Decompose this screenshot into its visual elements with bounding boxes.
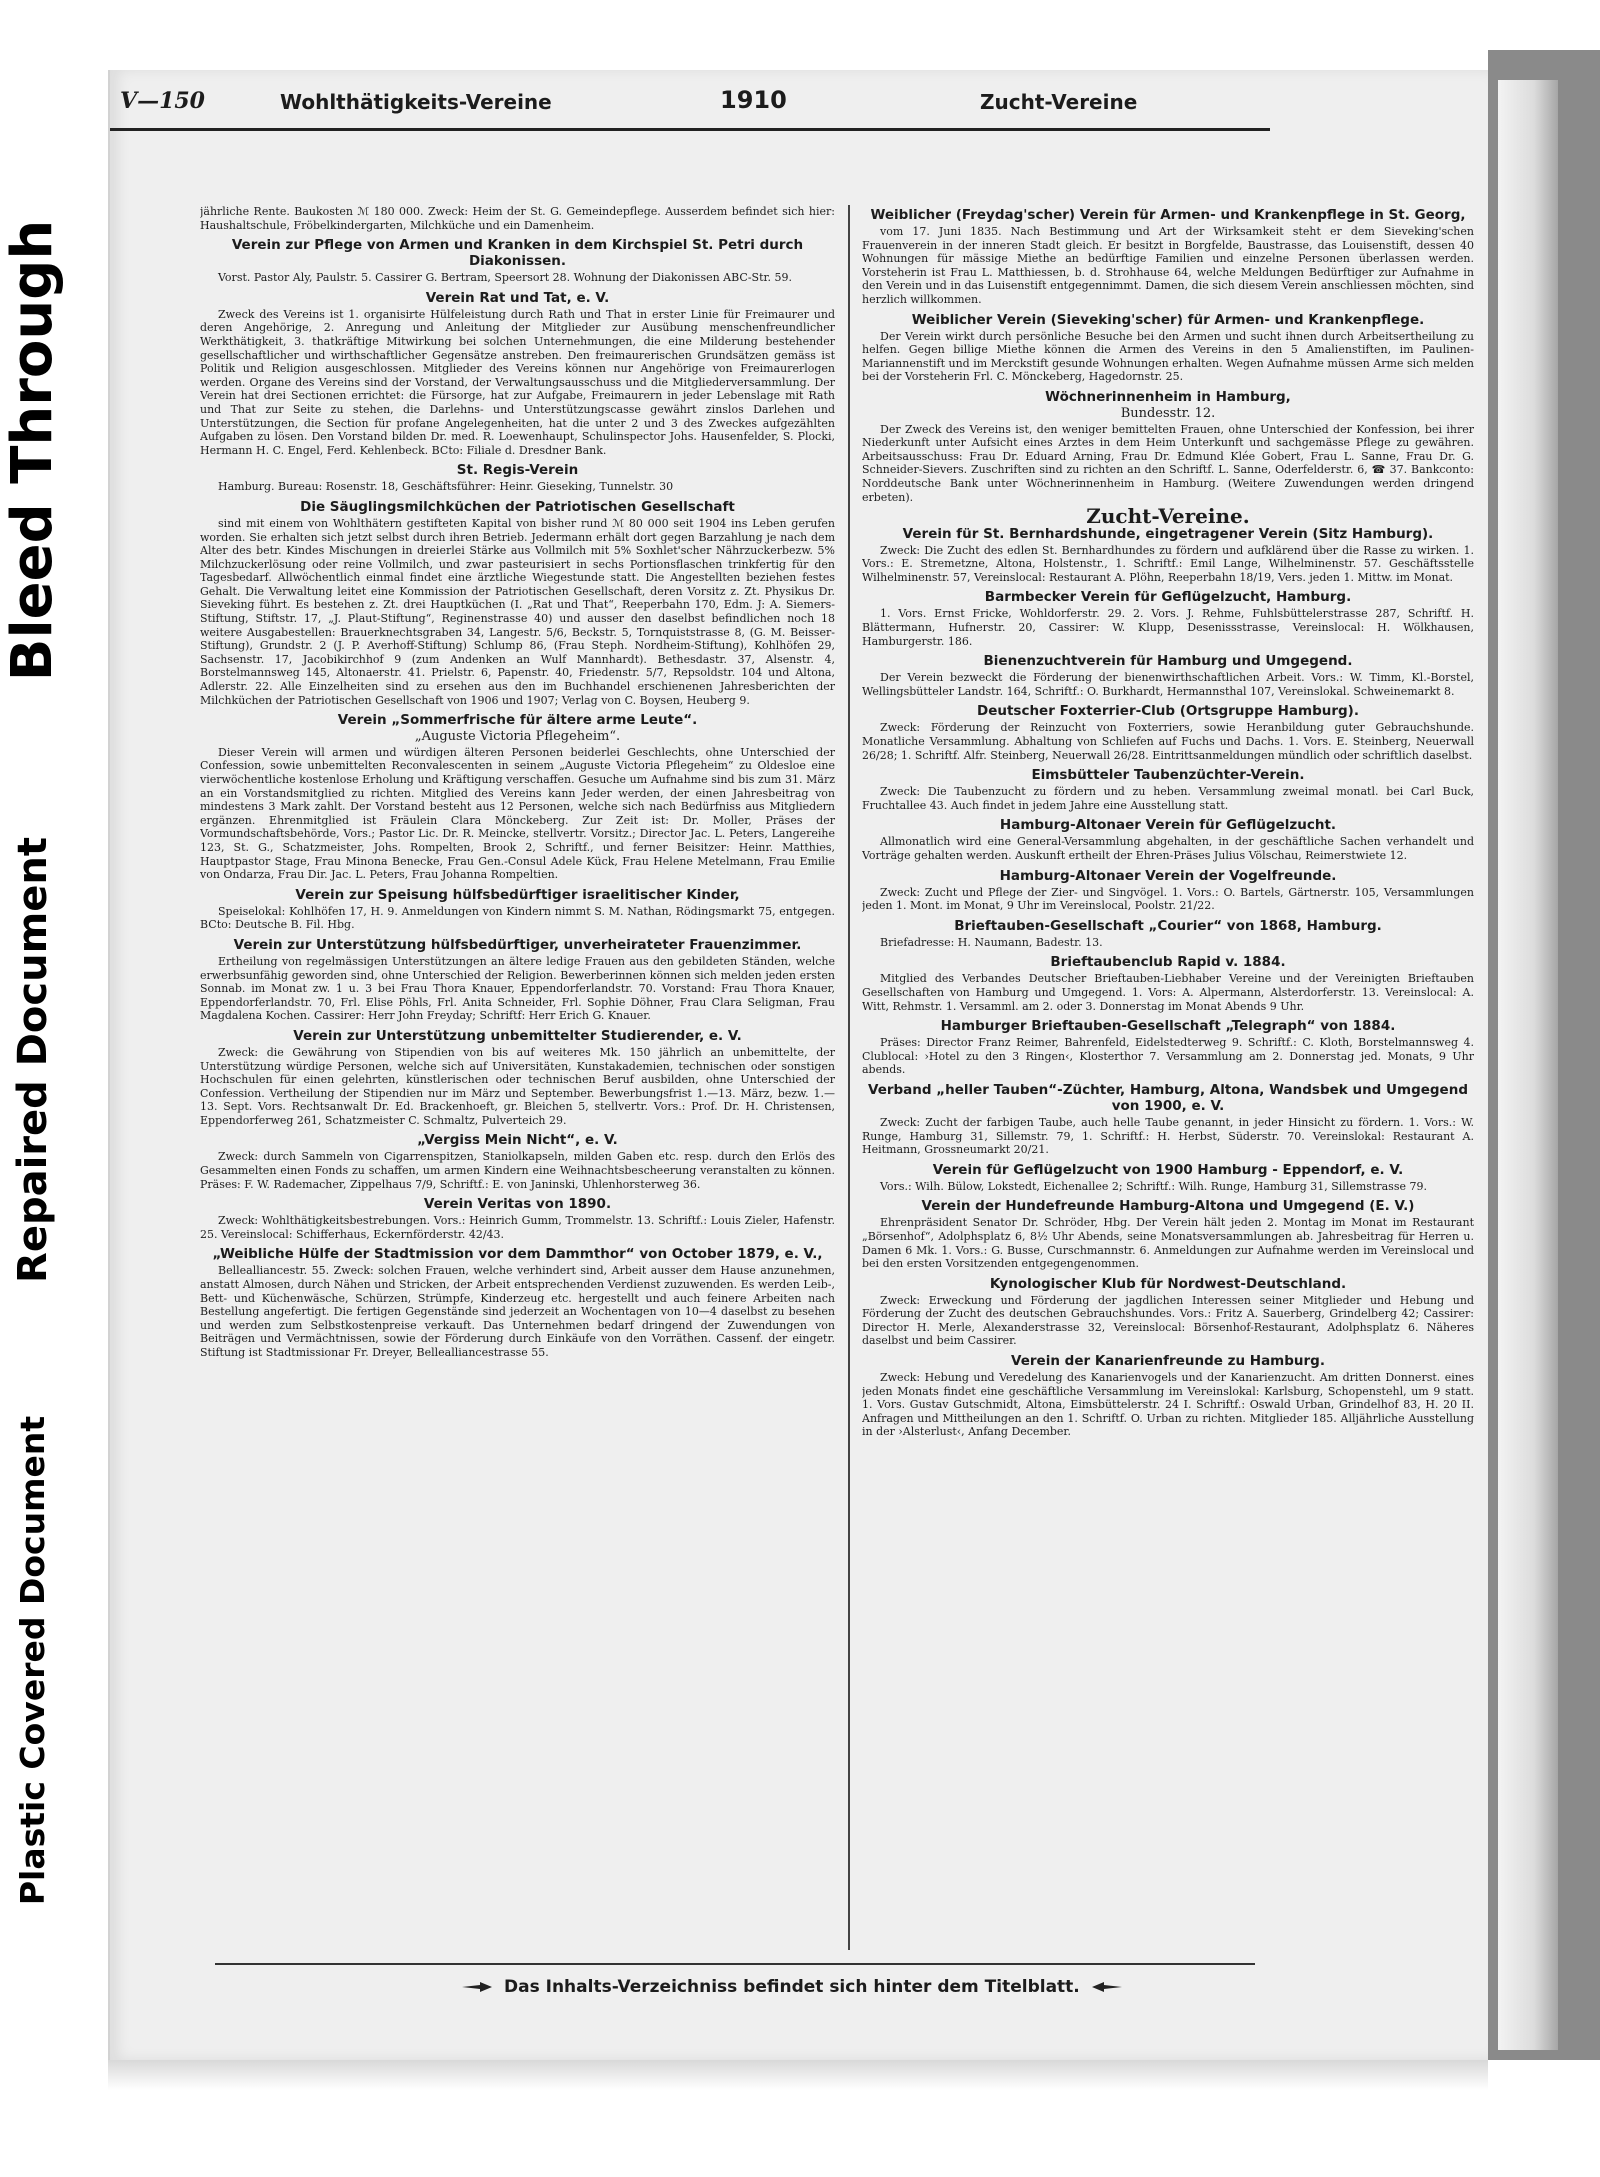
entry-title: Verein zur Unterstützung unbemittelter Studierender, e. V. bbox=[293, 1027, 742, 1044]
entry-title: Verein zur Speisung hülfsbedürftiger israelitischer Kinder, bbox=[295, 886, 740, 903]
entry-title: „Weibliche Hülfe der Stadtmission vor dem Dammthor“ von October 1879, e. V., bbox=[212, 1246, 823, 1263]
entry-title: Verein zur Pflege von Armen und Kranken in dem Kirchspiel St. Petri durch Diakonissen. bbox=[231, 237, 804, 270]
right-column bbox=[862, 205, 1474, 1955]
directory-entry bbox=[862, 1018, 1474, 1077]
entry-body: Präses: Director Franz Reimer, Bahrenfeld, Eidelstedterweg 9. Schriftf.: C. Kloth, Borstelmannsweg 4. Clublocal: ›Hotel zu den 3 Ringen‹, Klosterthor 7. Versammlung am 2. Donnerstag jed. Monats, 9 Uhr abends. bbox=[862, 1036, 1474, 1077]
directory-entry bbox=[200, 712, 835, 882]
entry-body: Zweck: Wohlthätigkeitsbestrebungen. Vors.: Heinrich Gumm, Trommelstr. 13. Schriftf.: Louis Zieler, Hafenstr. 25. Vereinslocal: Schifferhaus, Eckernförderstr. 42/43. bbox=[200, 1214, 835, 1241]
entry-title: „Vergiss Mein Nicht“, e. V. bbox=[417, 1132, 618, 1149]
entry-title: Verein Rat und Tat, e. V. bbox=[425, 289, 610, 306]
directory-entry bbox=[862, 207, 1474, 307]
entry-body: Hamburg. Bureau: Rosenstr. 18, Geschäftsführer: Heinr. Gieseking, Tunnelstr. 30 bbox=[218, 480, 674, 494]
entry-subtitle: „Auguste Victoria Pflegeheim“. bbox=[414, 729, 621, 745]
directory-entry bbox=[200, 937, 835, 1023]
entry-body: Bellealliancestr. 55. Zweck: solchen Frauen, welche verhindert sind, Arbeit ausser dem Hause anzunehmen, anstatt Almosen, durch Nähen und Stricken, der Arbeit entsprechenden Verdienst zuzuwenden. Es werden Leib-, Bett- und Küchenwäsche, Schürzen, Strümpfe, Kinderzeug etc. hergestellt und auch feinere Arbeiten nach Bestellung angefertigt. Die fertigen Gegenstände sind jederzeit an Wochentagen von 10—4 daselbst zu besehen und werden zum Selbstkostenpreise verkauft. Das Unternehmen bedarf dringend der Zuwendungen von Beiträgen und Vermächtnissen, sowie der Förderung durch Einkäufe von den Vorräthen. Cassenf. der eingetr. Stiftung ist Stadtmissionar Fr. Dreyer, Bellealliancestrasse 55. bbox=[200, 1264, 835, 1359]
footer-note bbox=[460, 1975, 1260, 1999]
plastic-covered-label: Plastic Covered Document bbox=[13, 1415, 53, 1905]
entry-body: Ertheilung von regelmässigen Unterstützungen an ältere ledige Frauen aus den gebildeten Ständen, welche erwerbsunfähig geworden sind, ohne Unterschied der Religion. Bewerberinnen können sich melden jeden ersten Sonnab. im Monat zw. 1 u. 3 bei Frau Thora Knauer, Eppendorferlandstr. 70. Vorstand: Frau Thora Knauer, Eppendorferlandstr. 70, Frl. Elise Pöhls, Frl. Anita Schneider, Frl. Sophie Döhner, Frau Clara Seligman, Frau Magdalena Kochen. Cassirer: Herr John Freyday; Schriftf: Herr Erich G. Knauer. bbox=[200, 954, 835, 1023]
column-divider bbox=[848, 205, 850, 1950]
entry-title: Deutscher Foxterrier-Club (Ortsgruppe Hamburg). bbox=[976, 703, 1359, 720]
pointing-hand-icon bbox=[1090, 1980, 1124, 1994]
entry-body: Zweck: die Gewährung von Stipendien von bis auf weiteres Mk. 150 jährlich an unbemittelte, der Unterstützung würdige Personen, welche sich auf Universitäten, Kunstakademien, technischen oder sonstigen Hochschulen für einen gelehrten, künstlerischen oder technischen Beruf ausbilden, ohne Unterschied der Confession. Vertheilung der Stipendien nur im März und September. Bewerbungsfrist 1.—13. März, bezw. 1.—13. Sept. Vors. Rechtsanwalt Dr. Ed. Brackenhoeft, gr. Bleichen 5, stellvertr. Vors.: Prof. Dr. H. Christensen, Eppendorferweg 261, Schatzmeister C. Schmaltz, Pulverteich 29. bbox=[200, 1045, 835, 1127]
left-entries bbox=[200, 237, 835, 1359]
entry-body: Der Verein bezweckt die Förderung der bienenwirthschaftlichen Arbeit. Vors.: W. Timm, Kl.-Borstel, Wellingsbütteler Landstr. 164, Schriftf.: O. Burkhardt, Hermannsthal 107, Vereinslokal. Schweinemarkt 8. bbox=[862, 671, 1474, 698]
footer-text: Das Inhalts-Verzeichniss befindet sich hinter dem Titelblatt. bbox=[504, 1977, 1080, 1997]
directory-entry bbox=[200, 887, 835, 932]
entry-title: Verein für St. Bernhardshunde, eingetragener Verein (Sitz Hamburg). bbox=[902, 525, 1434, 542]
entry-title: Barmbecker Verein für Geflügelzucht, Hamburg. bbox=[984, 589, 1352, 606]
directory-entry bbox=[200, 1196, 835, 1241]
entry-title: Verein der Hundefreunde Hamburg-Altona und Umgegend (E. V.) bbox=[921, 1198, 1415, 1215]
entry-title: Brieftauben-Gesellschaft „Courier“ von 1868, Hamburg. bbox=[954, 917, 1382, 934]
entry-body: Vorst. Pastor Aly, Paulstr. 5. Cassirer G. Bertram, Speersort 28. Wohnung der Diakonissen ABC-Str. 59. bbox=[218, 271, 793, 285]
header-rule bbox=[110, 128, 1270, 131]
entry-title: Hamburg-Altonaer Verein der Vogelfreunde. bbox=[999, 867, 1337, 884]
entry-title: Hamburger Brieftauben-Gesellschaft „Telegraph“ von 1884. bbox=[940, 1018, 1396, 1035]
entry-title: St. Regis-Verein bbox=[456, 462, 579, 479]
entry-title: Eimsbütteler Taubenzüchter-Verein. bbox=[1031, 767, 1305, 784]
directory-entry bbox=[862, 703, 1474, 762]
directory-entry bbox=[862, 589, 1474, 648]
entry-body: Speiselokal: Kohlhöfen 17, H. 9. Anmeldungen von Kindern nimmt S. M. Nathan, Rödingsmarkt 75, entgegen. BCto: Deutsche B. Fil. Hbg. bbox=[200, 904, 835, 932]
entry-body: Ehrenpräsident Senator Dr. Schröder, Hbg. Der Verein hält jeden 2. Montag im Monat im Restaurant „Börsenhof“, Adolphsplatz 6, 8½ Uhr Abends, seine Monatsversammlungen ab. Jahresbeitrag für Herren u. Damen 6 Mk. 1. Vors.: G. Busse, Curschmannstr. 6. Anmeldungen zur Aufnahme werden im Vereinslocal und bei den ersten Vorsitzenden entgegengenommen. bbox=[862, 1216, 1474, 1271]
entry-title: Verein Veritas von 1890. bbox=[423, 1196, 612, 1213]
directory-entry bbox=[862, 954, 1474, 1013]
entry-title: Wöchnerinnenheim in Hamburg, bbox=[1045, 388, 1291, 405]
entry-title: Hamburg-Altonaer Verein für Geflügelzucht. bbox=[999, 817, 1337, 834]
left-column bbox=[200, 205, 835, 1955]
entry-title: Kynologischer Klub für Nordwest-Deutschland. bbox=[989, 1275, 1347, 1292]
entry-title: Brieftaubenclub Rapid v. 1884. bbox=[1050, 954, 1286, 971]
entry-body: Zweck: Erweckung und Förderung der jagdlichen Interessen seiner Mitglieder und Hebung und Förderung der Zucht des deutschen Gebrauchshundes. Vors.: Fritz A. Sauerberg, Grindelberg 42; Cassirer: Director H. Merle, Alexanderstrasse 32, Vereinslocal: Börsenhof-Restaurant, Adolphsplatz 6. Näheres daselbst und beim Cassirer. bbox=[862, 1293, 1474, 1348]
entry-title: Weiblicher (Freydag'scher) Verein für Armen- und Krankenpflege in St. Georg, bbox=[870, 207, 1466, 223]
directory-entry bbox=[200, 1132, 835, 1191]
directory-entry bbox=[200, 462, 835, 494]
directory-entry bbox=[862, 1082, 1474, 1157]
entry-body: Zweck: Hebung und Veredelung des Kanarienvogels und der Kanarienzucht. Am dritten Donnerst. eines jeden Monats findet eine geschäftliche Versammlung im Vereinslokal: Karlsburg, Schopenstehl, um 9 statt. 1. Vors. Gustav Gutschmidt, Altona, Eimsbüttelerstr. 24 I. Schriftf.: Oswald Urban, Grindelhof 83, H. 20 II. Anfragen und Mittheilungen an den 1. Schriftf. O. Urban zu richten. Mitglieder 185. Alljährliche Ausstellung in der ›Alsterlust‹, Anfang December. bbox=[862, 1371, 1474, 1439]
entry-title: Bienenzuchtverein für Hamburg und Umgegend. bbox=[983, 653, 1353, 670]
entry-title: Verein „Sommerfrische für ältere arme Leute“. bbox=[337, 712, 698, 729]
section-title: Zucht-Vereine. bbox=[1086, 504, 1250, 529]
directory-entry bbox=[862, 868, 1474, 913]
directory-entry bbox=[862, 1198, 1474, 1270]
entry-body: Zweck des Vereins ist 1. organisirte Hülfeleistung durch Rath und That in erster Linie für Freimaurer und deren Angehörige, 2. Anregung und Anleitung der Mitglieder zur Ausübung menschenfreundlicher Werkthätigkeit, 3. thatkräftige Mitwirkung bei solchen Unternehmungen, die eine Milderung bestehender gesellschaftlicher und wirthschaftlicher Gegensätze anstreben. Den freimaurerischen Grundsätzen gemäss ist Politik und Religion ausgeschlossen. Mitglieder des Vereins können nur Angehörige von Freimaurerlogen werden. Organe des Vereins sind der Vorstand, der Verwaltungsausschuss und die Mitgliederversammlung. Der Verein hat drei Sectionen errichtet: die Fürsorge, hat zur Aufgabe, Freimaurern in jeder Lebenslage mit Rath und That zur Seite zu stehen, die Darlehns- und Unterstützungscasse gewährt zinslos Darlehen und Unterstützungen, die Section für profane Angelegenheiten, hat die unter 2 und 3 des Zweckes aufgezählten Aufgaben zu lösen. Den Vorstand bilden Dr. med. R. Loewenhaupt, Schulinspector Johs. Hausenfelder, S. Plocki, Hermann H. C. Engel, Ferd. Kehlenbeck. BCto: Filiale d. Dresdner Bank. bbox=[200, 307, 835, 457]
right-entries-before bbox=[862, 207, 1474, 504]
page-number: V—150 bbox=[120, 88, 205, 114]
header-year: 1910 bbox=[720, 86, 787, 114]
directory-entry bbox=[862, 1276, 1474, 1348]
entry-title: Die Säuglingsmilchküchen der Patriotischen Gesellschaft bbox=[300, 498, 735, 515]
entry-title: Verband „heller Tauben“-Züchter, Hamburg, Altona, Wandsbek und Umgegend von 1900, e. V. bbox=[867, 1081, 1468, 1114]
header-left-title: Wohlthätigkeits-Vereine bbox=[280, 90, 552, 114]
bleed-through-label: Bleed Through bbox=[0, 219, 66, 681]
directory-entry bbox=[862, 767, 1474, 812]
intro-entry bbox=[200, 205, 835, 232]
repaired-document-label: Repaired Document bbox=[10, 837, 56, 1283]
entry-title: Verein für Geflügelzucht von 1900 Hamburg - Eppendorf, e. V. bbox=[932, 1161, 1404, 1178]
entry-body: Dieser Verein will armen und würdigen älteren Personen beiderlei Geschlechts, ohne Unterschied der Confession, sowie unbemittelten Reconvalescenten in seinem „Auguste Victoria Pflegeheim“ zu Oldesloe eine vierwöchentliche kostenlose Erholung und Kräftigung verschaffen. Gesuche um Aufnahme sind bis zum 31. März an ein Vorstandsmitglied zu richten. Mitglied des Vereins kann Jeder werden, der einen Jahresbeitrag von mindestens 3 Mark zahlt. Der Vorstand besteht aus 12 Personen, welche sich nach Bedürfniss aus Mitgliedern ergänzen. Ehrenmitglied ist Fräulein Clara Mönckeberg. Zur Zeit ist: Dr. Moller, Präses der Vormundschaftsbehörde, Vors.; Pastor Lic. Dr. R. Meincke, stellvertr. Vorsitz.; Director Jac. L. Peters, Langereihe 123, St. G., Schatzmeister, Johs. Rompelten, Brook 2, Schriftf., und ferner Beisitzer: Heinr. Matthies, Hauptpastor Stage, Frau Minona Benecke, Frau Gen.-Consul Adele Kück, Frau Helene Metelmann, Frau Emilie von Ondarza, Frau Dir. Jac. L. Peters, Frau Johanna Rompeltien. bbox=[200, 745, 835, 882]
entry-body: vom 17. Juni 1835. Nach Bestimmung und Art der Wirksamkeit steht er dem Sieveking'schen Frauenverein in der inneren Stadt gleich. Er besitzt in Borgfelde, Baustrasse, das Louisenstift, dessen 40 Wohnungen für mässige Miethe an bedürftige Familien und einzelne Personen überlassen werden. Vorsteherin ist Frau L. Matthiessen, b. d. Strohhause 64, welche Meldungen Bedürftiger zur Aufnahme in den Verein und in das Luisenstift entgegennimmt. Damen, die sich diesem Verein anschliessen möchten, sind herzlich willkommen. bbox=[862, 225, 1474, 306]
directory-entry bbox=[862, 526, 1474, 585]
directory-entry bbox=[862, 918, 1474, 950]
right-entries-after bbox=[862, 526, 1474, 1439]
entry-title: Verein der Kanarienfreunde zu Hamburg. bbox=[1011, 1353, 1325, 1370]
entry-body: Zweck: Die Zucht des edlen St. Bernhardhundes zu fördern und aufklärend über die Rasse zu wirken. 1. Vors.: E. Stremetzne, Altona, Holstenstr., 1. Schriftf.: Emil Lange, Wilhelminenstr. 57. Geschäftsstelle Wilhelminenstr. 57, Vereinslocal: Restaurant A. Plöhn, Reeperbahn 18/19, Vers. jeden 1. Mittw. im Monat. bbox=[862, 543, 1474, 584]
entry-body: Vors.: Wilh. Bülow, Lokstedt, Eichenallee 2; Schriftf.: Wilh. Runge, Hamburg 31, Sillemstrasse 79. bbox=[880, 1179, 1427, 1193]
directory-entry bbox=[200, 237, 835, 285]
entry-body: Zweck: durch Sammeln von Cigarrenspitzen, Staniolkapseln, milden Gaben etc. resp. durch den Erlös des Gesammelten einen Fonds zu schaffen, um armen Kindern eine Weihnachtsbescheerung veranstalten zu können. Präses: F. W. Rademacher, Zippelhaus 7/9, Schriftf.: E. von Janinski, Uhlenhorsterweg 36. bbox=[200, 1150, 835, 1191]
entry-body: Briefadresse: H. Naumann, Badestr. 13. bbox=[880, 935, 1103, 949]
entry-body: Zweck: Förderung der Reinzucht von Foxterriers, sowie Heranbildung guter Gebrauchshunde. Monatliche Versammlung. Abhaltung von Schliefen auf Fuchs und Dachs. 1. Vors. E. Steinberg, Neuerwall 26/28; 1. Schriftf. Alfr. Steinberg, Neuerwall 26/28. Eintrittsanmeldungen mündlich oder schriftlich daselbst. bbox=[862, 721, 1474, 762]
header-right-title: Zucht-Vereine bbox=[980, 90, 1138, 114]
directory-entry bbox=[862, 1162, 1474, 1194]
entry-subtitle: Bundesstr. 12. bbox=[1120, 405, 1216, 421]
directory-entry bbox=[862, 817, 1474, 862]
entry-body: Der Zweck des Vereins ist, den weniger bemittelten Frauen, ohne Unterschied der Konfession, bei ihrer Niederkunft unter Aufsicht eines Arztes in dem Heim Unterkunft und sachgemässe Pflege zu gewähren. Arbeitsausschuss: Frau Dr. Eduard Arning, Frau Dr. Edmund Klée Gobert, Frau L. Sanne, Frau Dr. G. Schneider-Sievers. Zuschriften sind zu richten an den Schriftf. L. Sanne, Oderfelderstr. 6, ☎ 37. Bankconto: Norddeutsche Bank unter Wöchnerinnenheim in Hamburg. (Weitere Zuwendungen werden dringend erbeten). bbox=[862, 422, 1474, 504]
entry-body: Zweck: Zucht der farbigen Taube, auch helle Taube genannt, in jeder Hinsicht zu fördern. 1. Vors.: W. Runge, Hamburg 31, Sillemstr. 79, 1. Schriftf.: H. Herbst, Süderstr. 70. Vereinslokal: Restaurant A. Heitmann, Grossneumarkt 20/21. bbox=[862, 1115, 1474, 1157]
page-edge-right bbox=[1488, 50, 1600, 2060]
directory-entry bbox=[862, 653, 1474, 698]
entry-body: Mitglied des Verbandes Deutscher Brieftauben-Liebhaber Vereine und der Vereinigten Brieftauben Gesellschaften von Hamburg und Umgegend. 1. Vors: A. Alpermann, Alsterdorferstr. 13. Vereinslocal: A. Witt, Rehmstr. 1. Versamml. am 2. oder 3. Donnerstag im Monat Abends 9 Uhr. bbox=[862, 972, 1474, 1013]
directory-entry bbox=[862, 312, 1474, 384]
entry-body: Zweck: Zucht und Pflege der Zier- und Singvögel. 1. Vors.: O. Bartels, Gärtnerstr. 105, Versammlungen jeden 1. Mont. im Monat, 9 Uhr im Vereinslocal, Poolstr. 21/22. bbox=[862, 885, 1474, 913]
entry-body: Zweck: Die Taubenzucht zu fördern und zu heben. Versammlung zweimal monatl. bei Carl Buck, Fruchtallee 43. Auch findet in jedem Jahre eine Ausstellung statt. bbox=[862, 785, 1474, 812]
directory-entry bbox=[200, 290, 835, 458]
intro-text: jährliche Rente. Baukosten ℳ 180 000. Zweck: Heim der St. G. Gemeindepflege. Ausserdem befindet sich hier: Haushaltschule, Fröbelkindergarten, Milchküche und ein Damenheim. bbox=[200, 205, 835, 232]
directory-entry bbox=[862, 1353, 1474, 1439]
entry-title: Verein zur Unterstützung hülfsbedürftiger, unverheirateter Frauenzimmer. bbox=[233, 936, 802, 953]
entry-title: Weiblicher Verein (Sieveking'scher) für Armen- und Krankenpflege. bbox=[911, 311, 1425, 328]
pointing-hand-icon bbox=[460, 1980, 494, 1994]
page-edge-bottom bbox=[108, 2060, 1488, 2090]
directory-entry bbox=[200, 499, 835, 707]
directory-entry bbox=[200, 1246, 835, 1359]
entry-body: sind mit einem von Wohlthätern gestifteten Kapital von bisher rund ℳ 80 000 seit 1904 ins Leben gerufen worden. Sie erhalten sich jetzt selbst durch ihren Betrieb. Jedermann erhält dort gegen Barzahlung je nach dem Alter des betr. Kindes Mischungen in dreierlei Stärke aus Vollmilch mit 5% Soxhlet'scher Nährzuckerbezw. 5% Milchzuckerlösung oder reine Vollmilch, und zwar pasteurisiert in sechs Portionsflaschen trinkfertig für den Tagesbedarf. Allwöchentlich einmal findet eine ärztliche Wiegestunde statt. Die Angestellten beziehen festes Gehalt. Die Verwaltung leitet eine Kommission der Patriotischen Gesellschaft, deren Vorsitz z. Zt. Physikus Dr. Sieveking führt. Es bestehen z. Zt. drei Hauptküchen (I. „Rat und That“, Reeperbahn 170, Edm. J: A. Siemers-Stiftung, Stiftstr. 17, „J. Plaut-Stiftung“, Reginenstrasse 40) und ausser den daselbst befindlichen noch 18 weitere Ausgabestellen: Brauerknechtsgraben 34, Langestr. 5/6, Beckstr. 5, Tornquiststrasse 8, (G. M. Beisser-Stiftung), Grundstr. 2 (J. P. Averhoff-Stiftung) Schlump 86, (Frau Steph. Nordheim-Stiftung), Kohlhöfen 29, Sachsenstr. 17, Jacobikirchhof 9 (zum Andenken an Wulf Mannhardt). Bethesdastr. 37, Alsenstr. 4, Borstelmannsweg 145, Altonaerstr. 41. Prielstr. 6, Papenstr. 40, Friedenstr. 5/7, Repsoldstr. 104 und Altona, Adlerstr. 22. Alle Einzelheiten sind zu ersehen aus den im Buchhandel erschienenen Jahresberichten der Milchküchen der Patriotischen Gesellschaft von 1906 und 1907; Verlag von C. Boysen, Heuberg 9. bbox=[200, 516, 835, 707]
footer-rule bbox=[215, 1963, 1255, 1965]
entry-body: Allmonatlich wird eine General-Versammlung abgehalten, in der geschäftliche Sachen verhandelt und Vorträge gehalten werden. Auskunft ertheilt der Ehren-Präses Julius Völschau, Reimerstwiete 12. bbox=[862, 835, 1474, 862]
directory-entry bbox=[200, 1028, 835, 1128]
page-header bbox=[120, 80, 1260, 125]
entry-body: Der Verein wirkt durch persönliche Besuche bei den Armen und sucht ihnen durch Arbeitsertheilung zu helfen. Gegen billige Miethe können die Armen des Vereins in den 5 Amalienstiften, im Paulinen-Mariannenstift und im Merckstift gesunde Wohnungen erhalten. Wegen Aufnahme müssen Arme sich melden bei der Vorsteherin Frl. C. Mönckeberg, Hagedornstr. 25. bbox=[862, 329, 1474, 384]
entry-body: 1. Vors. Ernst Fricke, Wohldorferstr. 29. 2. Vors. J. Rehme, Fuhlsbüttelerstrasse 287, Schriftf. H. Blättermann, Hufnerstr. 20, Cassirer: W. Klupp, Desenissstrasse, Vereinslocal: H. Wölkhausen, Hamburgerstr. 186. bbox=[862, 607, 1474, 648]
directory-entry bbox=[862, 389, 1474, 504]
